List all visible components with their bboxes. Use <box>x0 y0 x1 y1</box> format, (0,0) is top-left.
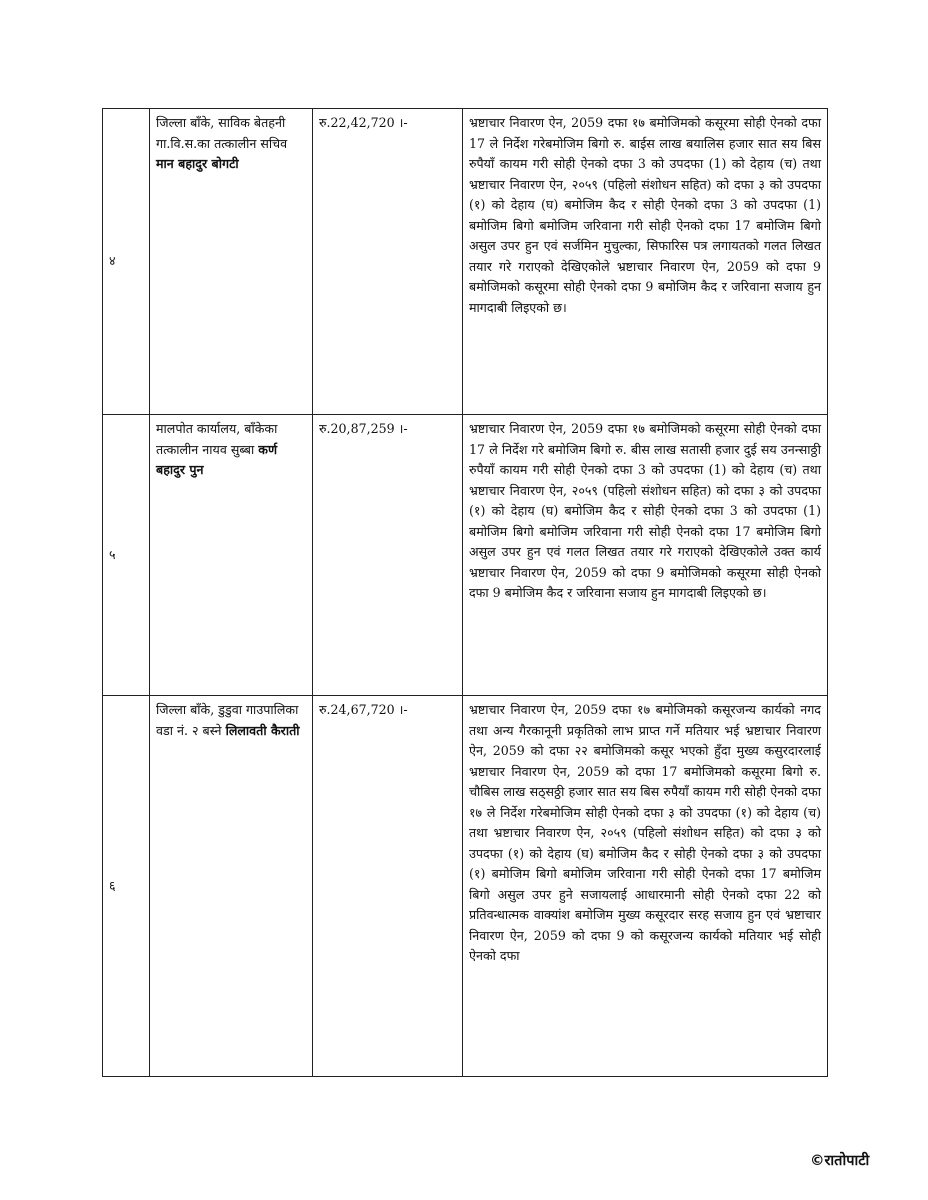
source-credit: ©रातोपाटी <box>810 1153 870 1169</box>
table-row <box>103 109 828 415</box>
accused-description: मालपोत कार्यालय, बाँकेका तत्कालीन नायव सुब्बा <box>156 421 278 457</box>
serial-number: ६ <box>103 696 150 1077</box>
accused-name: कर्ण बहादुर पुन <box>156 441 278 477</box>
table-row <box>103 415 828 696</box>
accused-description: जिल्ला बाँके, डुडुवा गाउपालिका वडा नं. २ बस्ने <box>156 702 299 738</box>
charge-description: भ्रष्टाचार निवारण ऐन, 2059 दफा १७ बमोजिमको कसूरजन्य कार्यको नगद तथा अन्य गैरकानूनी प्रकृतिको लाभ प्राप्त गर्ने मतियार भई भ्रष्टाचार निवारण ऐन, 2059 को दफा २२ बमोजिमको कसूर भएको हुँदा मुख्य कसुरदारलाई भ्रष्टाचार निवारण ऐन, 2059 को दफा 17 बमोजिमको कसूरमा बिगो रु. चौबिस लाख सठ्सठ्ठी हजार सात सय बिस रुपैयाँ कायम गरी सोही ऐनको दफा १७ ले निर्देश गरेबमोजिम सोही ऐनको दफा ३ को उपदफा (१) को देहाय (च) तथा भ्रष्टाचार निवारण ऐन, २०५९ (पहिलो संशोधन सहित) को दफा ३ को उपदफा (१) को देहाय (घ) बमोजिम कैद र सोही ऐनको दफा ३ को उपदफा (१) बमोजिम बिगो बमोजिम जरिवाना गरी सोही ऐनको दफा 17 बमोजिम बिगो असुल उपर हुने सजायलाई आधारमानी सोही ऐनको दफा 22 को प्रतिवन्धात्मक वाक्यांश बमोजिम मुख्य कसूरदार सरह सजाय हुन एवं भ्रष्टाचार निवारण ऐन, 2059 को दफा 9 को कसूरजन्य कार्यको मतियार भई सोही ऐनको दफा <box>463 696 828 1077</box>
table-row <box>103 696 828 1077</box>
accused-name-cell <box>150 696 313 1077</box>
accused-description: जिल्ला बाँके, साविक बेतहनी गा.वि.स.का तत्कालीन सचिव <box>156 115 288 151</box>
accused-name-cell <box>150 415 313 696</box>
serial-number: ४ <box>103 109 150 415</box>
charge-description: भ्रष्टाचार निवारण ऐन, 2059 दफा १७ बमोजिमको कसूरमा सोही ऐनको दफा 17 ले निर्देश गरेबमोजिम बिगो रु. बाईस लाख बयालिस हजार सात सय बिस रुपैयाँ कायम गरी सोही ऐनको दफा 3 को उपदफा (1) को देहाय (च) तथा भ्रष्टाचार निवारण ऐन, २०५९ (पहिलो संशोधन सहित) को दफा ३ को उपदफा (१) को देहाय (घ) बमोजिम कैद र सोही ऐनको दफा 3 को उपदफा (1) बमोजिम बिगो बमोजिम जरिवाना गरी सोही ऐनको दफा 17 बमोजिम बिगो असुल उपर हुन एवं सर्जमिन मुचुल्का, सिफारिस पत्र लगायतको गलत लिखत तयार गरे गराएको देखिएकोले भ्रष्टाचार निवारण ऐन, 2059 को दफा 9 बमोजिमको कसूरमा सोही ऐनको दफा 9 बमोजिम कैद र जरिवाना सजाय हुन मागदाबी लिइएको छ। <box>463 109 828 415</box>
amount-cell: रु.22,42,720 ।- <box>313 109 463 415</box>
accused-name-cell <box>150 109 313 415</box>
accused-name: मान बहादुर बोगटी <box>156 156 239 171</box>
amount-cell: रु.20,87,259 ।- <box>313 415 463 696</box>
amount-cell: रु.24,67,720 ।- <box>313 696 463 1077</box>
serial-number: ५ <box>103 415 150 696</box>
accused-name: लिलावती कैराती <box>225 722 300 738</box>
case-table <box>102 108 828 1077</box>
charge-description: भ्रष्टाचार निवारण ऐन, 2059 दफा १७ बमोजिमको कसूरमा सोही ऐनको दफा 17 ले निर्देश गरे बमोजिम बिगो रु. बीस लाख सतासी हजार दुई सय उनन्साठ्ठी रुपैयाँ कायम गरी सोही ऐनको दफा 3 को उपदफा (1) को देहाय (च) तथा भ्रष्टाचार निवारण ऐन, २०५९ (पहिलो संशोधन सहित) को दफा ३ को उपदफा (१) को देहाय (घ) बमोजिम कैद र सोही ऐनको दफा 3 को उपदफा (1) बमोजिम बिगो बमोजिम जरिवाना गरी सोही ऐनको दफा 17 बमोजिम बिगो असुल उपर हुन एवं गलत लिखत तयार गरे गराएको देखिएकोले उक्त कार्य भ्रष्टाचार निवारण ऐन, 2059 को दफा 9 बमोजिमको कसूरमा सोही ऐनको दफा 9 बमोजिम कैद र जरिवाना सजाय हुन मागदाबी लिइएको छ। <box>463 415 828 696</box>
